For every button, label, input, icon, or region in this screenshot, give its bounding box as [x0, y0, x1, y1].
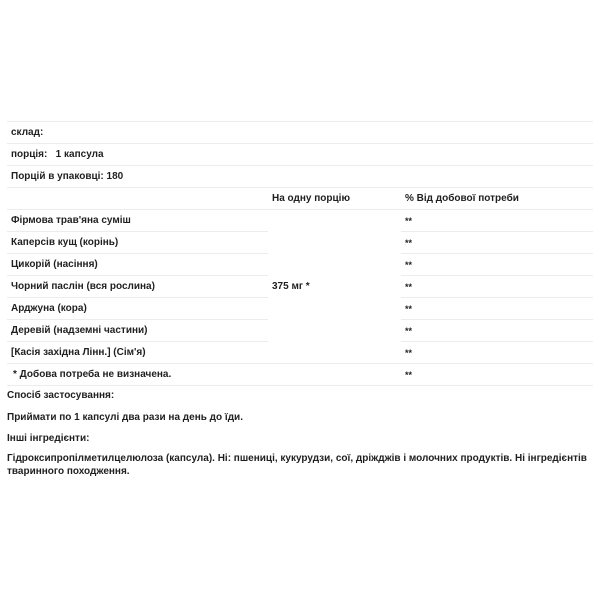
table-row	[7, 210, 593, 232]
supplement-facts	[7, 121, 593, 386]
ingredient-dv: **	[401, 298, 593, 320]
usage-text: Приймати по 1 капсулі два рази на день до їди.	[7, 412, 243, 423]
ingredient-name: Деревій (надземні частини)	[7, 320, 268, 342]
ingredient-dv: **	[401, 320, 593, 342]
column-header-row	[7, 188, 593, 210]
table-row	[7, 122, 593, 144]
column-header-per-serving: На одну порцію	[268, 188, 401, 210]
footnote-row	[7, 364, 593, 386]
table-row	[7, 166, 593, 188]
ingredient-name: Цикорій (насіння)	[7, 254, 268, 276]
ingredient-name: Чорний паслін (вся рослина)	[7, 276, 268, 298]
composition-label: склад:	[7, 122, 593, 144]
other-ingredients-text: Гідроксипропілметилцелюлоза (капсула). Ні: пшениці, кукурудзи, сої, дріжджів і молочних продуктів. Ні інгредієнтів тваринного походження.	[7, 453, 587, 477]
other-ingredients-title: Інші інгредієнти:	[7, 433, 90, 444]
ingredient-dv: **	[401, 254, 593, 276]
footnote-text: * Добова потреба не визначена.	[7, 364, 401, 386]
usage-title: Спосіб застосування:	[7, 390, 115, 401]
header-empty	[7, 188, 268, 210]
ingredient-name: Арджуна (кора)	[7, 298, 268, 320]
ingredient-name: [Касія західна Лінн.] (Сім'я)	[7, 342, 268, 364]
serving-size: порція: 1 капсула	[7, 144, 593, 166]
ingredient-dv: **	[401, 232, 593, 254]
ingredient-name: Каперсів кущ (корінь)	[7, 232, 268, 254]
ingredient-dv: **	[401, 276, 593, 298]
table-row	[7, 144, 593, 166]
blend-amount: 375 мг *	[268, 210, 401, 364]
ingredient-name: Фірмова трав'яна суміш	[7, 210, 268, 232]
servings-per-container: Порцій в упаковці: 180	[7, 166, 593, 188]
ingredient-dv: **	[401, 210, 593, 232]
column-header-daily-value: % Від добової потреби	[401, 188, 593, 210]
ingredient-dv: **	[401, 342, 593, 364]
supplement-facts-table	[7, 121, 593, 386]
footnote-dv: **	[401, 364, 593, 386]
